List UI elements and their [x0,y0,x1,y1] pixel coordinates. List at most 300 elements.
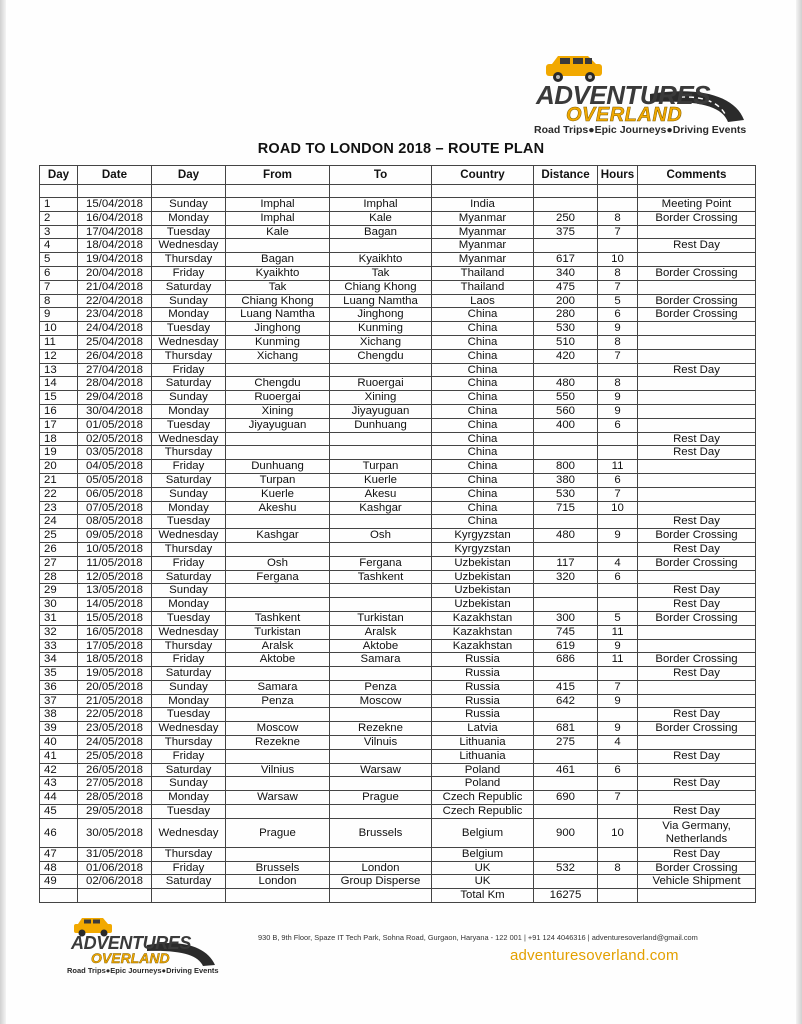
cell-date: 23/04/2018 [78,308,152,322]
footer-website-link[interactable]: adventuresoverland.com [510,947,679,964]
cell-to: Vilnuis [330,736,432,750]
cell-hours: 8 [598,335,638,349]
table-row [40,211,756,225]
cell-day-number: 13 [40,363,78,377]
cell-comments [638,377,756,391]
cell-comments: Border Crossing [638,529,756,543]
cell-from: Kale [226,225,330,239]
cell-day-number: 38 [40,708,78,722]
cell-date: 12/05/2018 [78,570,152,584]
cell-weekday: Monday [152,694,226,708]
cell-date: 27/04/2018 [78,363,152,377]
cell-from: Akeshu [226,501,330,515]
cell-comments: Border Crossing [638,861,756,875]
cell-distance: 510 [534,335,598,349]
cell-weekday: Friday [152,749,226,763]
cell-hours: 9 [598,404,638,418]
column-header-comments: Comments [638,166,756,185]
cell-distance: 900 [534,818,598,847]
column-header-day-number: Day [40,166,78,185]
cell-to: Brussels [330,818,432,847]
cell-country: Kyrgyzstan [432,542,534,556]
cell-date: 24/05/2018 [78,736,152,750]
cell-country: China [432,473,534,487]
cell-distance: 280 [534,308,598,322]
column-header-date: Date [78,166,152,185]
cell-country: Myanmar [432,253,534,267]
cell-date: 10/05/2018 [78,542,152,556]
cell-comments: Border Crossing [638,611,756,625]
cell-country: Lithuania [432,736,534,750]
cell-from [226,708,330,722]
table-row [40,446,756,460]
table-row [40,363,756,377]
cell-comments [638,570,756,584]
cell-hours: 11 [598,460,638,474]
cell-distance: 690 [534,791,598,805]
cell-weekday: Wednesday [152,432,226,446]
cell-date: 14/05/2018 [78,598,152,612]
cell-weekday: Wednesday [152,625,226,639]
cell-day-number: 46 [40,818,78,847]
empty-cell [40,185,78,198]
cell-comments: Rest Day [638,542,756,556]
cell-comments: Border Crossing [638,653,756,667]
table-row [40,542,756,556]
cell-distance: 800 [534,460,598,474]
cell-comments: Rest Day [638,239,756,253]
cell-hours [598,777,638,791]
cell-day-number: 8 [40,294,78,308]
cell-comments [638,418,756,432]
cell-country: Kazakhstan [432,639,534,653]
cell-weekday: Wednesday [152,239,226,253]
cell-weekday: Monday [152,791,226,805]
cell-date: 19/04/2018 [78,253,152,267]
cell-day-number: 35 [40,667,78,681]
cell-day-number: 22 [40,487,78,501]
cell-comments [638,680,756,694]
cell-distance [534,777,598,791]
empty-cell [152,185,226,198]
cell-day-number: 10 [40,322,78,336]
cell-to: Penza [330,680,432,694]
cell-weekday: Wednesday [152,722,226,736]
cell-hours [598,446,638,460]
cell-date: 01/05/2018 [78,418,152,432]
empty-cell [226,185,330,198]
cell-date: 30/05/2018 [78,818,152,847]
cell-comments [638,487,756,501]
cell-from: Turkistan [226,625,330,639]
cell-hours [598,708,638,722]
cell-comments: Rest Day [638,777,756,791]
cell-day-number: 42 [40,763,78,777]
cell-distance [534,598,598,612]
cell-distance: 275 [534,736,598,750]
cell-to: Prague [330,791,432,805]
cell-from: Chengdu [226,377,330,391]
cell-comments: Rest Day [638,805,756,819]
cell-distance: 745 [534,625,598,639]
cell-hours: 6 [598,570,638,584]
column-header-country: Country [432,166,534,185]
table-row [40,404,756,418]
cell-from [226,515,330,529]
cell-to: Aralsk [330,625,432,639]
cell-weekday: Tuesday [152,515,226,529]
table-row [40,875,756,889]
cell-distance: 300 [534,611,598,625]
cell-hours [598,598,638,612]
cell-from [226,584,330,598]
cell-day-number: 33 [40,639,78,653]
cell-weekday: Sunday [152,294,226,308]
cell-from [226,667,330,681]
cell-hours [598,875,638,889]
cell-day-number: 12 [40,349,78,363]
cell-from: Imphal [226,198,330,212]
cell-hours: 5 [598,294,638,308]
cell-weekday: Thursday [152,253,226,267]
cell-day-number: 45 [40,805,78,819]
table-row [40,847,756,861]
cell-weekday: Friday [152,266,226,280]
cell-date: 17/04/2018 [78,225,152,239]
cell-to: Kyaikhto [330,253,432,267]
cell-to: Jinghong [330,308,432,322]
cell-comments [638,225,756,239]
cell-comments: Rest Day [638,847,756,861]
cell-comments [638,791,756,805]
table-row [40,694,756,708]
cell-day-number: 26 [40,542,78,556]
cell-comments: Rest Day [638,749,756,763]
cell-to [330,805,432,819]
cell-date: 21/04/2018 [78,280,152,294]
cell-to: Luang Namtha [330,294,432,308]
cell-distance: 550 [534,391,598,405]
cell-from [226,446,330,460]
cell-country: Russia [432,708,534,722]
cell-to: Samara [330,653,432,667]
cell-date: 05/05/2018 [78,473,152,487]
cell-day-number: 34 [40,653,78,667]
cell-day-number: 17 [40,418,78,432]
cell-date: 16/05/2018 [78,625,152,639]
cell-distance [534,198,598,212]
cell-distance: 250 [534,211,598,225]
cell-weekday: Tuesday [152,322,226,336]
total-label: Total Km [432,889,534,903]
cell-hours: 7 [598,349,638,363]
cell-distance: 400 [534,418,598,432]
table-row [40,308,756,322]
cell-to: Bagan [330,225,432,239]
empty-cell [40,889,78,903]
cell-date: 09/05/2018 [78,529,152,543]
cell-country: Czech Republic [432,791,534,805]
cell-comments: Rest Day [638,432,756,446]
cell-from: Samara [226,680,330,694]
cell-day-number: 47 [40,847,78,861]
cell-to: Moscow [330,694,432,708]
cell-comments: Border Crossing [638,556,756,570]
cell-country: Czech Republic [432,805,534,819]
cell-date: 13/05/2018 [78,584,152,598]
cell-weekday: Monday [152,211,226,225]
cell-comments [638,335,756,349]
cell-distance: 415 [534,680,598,694]
cell-weekday: Monday [152,501,226,515]
empty-cell [330,889,432,903]
cell-to: Kuerle [330,473,432,487]
cell-comments: Rest Day [638,667,756,681]
footer-brand-line2: OVERLAND [91,950,170,966]
cell-weekday: Saturday [152,473,226,487]
cell-country: China [432,391,534,405]
cell-comments: Rest Day [638,708,756,722]
cell-comments [638,322,756,336]
cell-hours: 10 [598,501,638,515]
cell-hours: 9 [598,722,638,736]
table-row [40,432,756,446]
cell-country: Kyrgyzstan [432,529,534,543]
cell-hours: 10 [598,818,638,847]
empty-cell [152,889,226,903]
table-row [40,266,756,280]
empty-cell [638,889,756,903]
cell-comments: Border Crossing [638,266,756,280]
cell-comments: Border Crossing [638,211,756,225]
cell-date: 16/04/2018 [78,211,152,225]
cell-weekday: Saturday [152,667,226,681]
cell-comments [638,460,756,474]
table-row [40,625,756,639]
cell-from: Kuerle [226,487,330,501]
cell-distance: 480 [534,377,598,391]
table-spacer-row [40,185,756,198]
table-row [40,722,756,736]
cell-hours [598,749,638,763]
cell-distance: 117 [534,556,598,570]
cell-weekday: Thursday [152,349,226,363]
cell-to: London [330,861,432,875]
brand-name-line2: OVERLAND [566,104,683,126]
cell-weekday: Sunday [152,391,226,405]
cell-hours [598,198,638,212]
cell-country: China [432,377,534,391]
cell-from [226,777,330,791]
cell-from: Tak [226,280,330,294]
cell-country: Kazakhstan [432,625,534,639]
cell-date: 25/04/2018 [78,335,152,349]
cell-country: China [432,432,534,446]
table-row [40,487,756,501]
table-body [40,185,756,903]
cell-day-number: 21 [40,473,78,487]
table-row [40,611,756,625]
table-row [40,501,756,515]
cell-distance [534,239,598,253]
cell-hours: 7 [598,791,638,805]
cell-day-number: 37 [40,694,78,708]
table-row [40,598,756,612]
cell-day-number: 25 [40,529,78,543]
cell-from: Ruoergai [226,391,330,405]
cell-date: 17/05/2018 [78,639,152,653]
cell-weekday: Saturday [152,875,226,889]
cell-to: Chengdu [330,349,432,363]
cell-distance: 320 [534,570,598,584]
cell-day-number: 44 [40,791,78,805]
cell-country: Russia [432,694,534,708]
cell-date: 19/05/2018 [78,667,152,681]
column-header-hours: Hours [598,166,638,185]
footer-brand-line1: ADVENTURES [71,933,192,953]
empty-cell [330,185,432,198]
cell-hours: 7 [598,680,638,694]
cell-day-number: 18 [40,432,78,446]
cell-to: Aktobe [330,639,432,653]
table-total-row [40,889,756,903]
cell-day-number: 2 [40,211,78,225]
cell-to: Osh [330,529,432,543]
cell-weekday: Sunday [152,487,226,501]
cell-to: Ruoergai [330,377,432,391]
cell-distance: 532 [534,861,598,875]
cell-comments: Vehicle Shipment [638,875,756,889]
cell-country: China [432,460,534,474]
cell-hours: 7 [598,280,638,294]
cell-day-number: 28 [40,570,78,584]
cell-distance: 681 [534,722,598,736]
cell-day-number: 1 [40,198,78,212]
cell-to [330,598,432,612]
cell-date: 04/05/2018 [78,460,152,474]
cell-distance [534,432,598,446]
empty-cell [638,185,756,198]
cell-from: Aktobe [226,653,330,667]
cell-date: 26/05/2018 [78,763,152,777]
cell-from: Jiyayuguan [226,418,330,432]
cell-hours [598,805,638,819]
cell-date: 18/05/2018 [78,653,152,667]
cell-comments [638,694,756,708]
cell-day-number: 16 [40,404,78,418]
cell-distance: 420 [534,349,598,363]
cell-weekday: Wednesday [152,818,226,847]
table-row [40,294,756,308]
cell-date: 08/05/2018 [78,515,152,529]
cell-date: 21/05/2018 [78,694,152,708]
cell-hours [598,432,638,446]
table-row [40,749,756,763]
cell-from [226,598,330,612]
cell-hours: 6 [598,473,638,487]
cell-to: Jiyayuguan [330,404,432,418]
empty-cell [598,185,638,198]
cell-country: Uzbekistan [432,570,534,584]
cell-date: 01/06/2018 [78,861,152,875]
cell-distance: 617 [534,253,598,267]
cell-from: Brussels [226,861,330,875]
cell-weekday: Friday [152,460,226,474]
footer-address: 930 B, 9th Floor, Spaze IT Tech Park, Sohna Road, Gurgaon, Haryana - 122 001 | +91 124 4046316 | adventuresoverland@gmail.com [258,933,698,942]
cell-day-number: 20 [40,460,78,474]
cell-date: 28/05/2018 [78,791,152,805]
cell-from [226,432,330,446]
cell-day-number: 48 [40,861,78,875]
cell-country: Russia [432,653,534,667]
cell-distance: 619 [534,639,598,653]
cell-country: Uzbekistan [432,556,534,570]
table-row [40,322,756,336]
cell-day-number: 31 [40,611,78,625]
cell-country: China [432,308,534,322]
cell-day-number: 24 [40,515,78,529]
table-row [40,377,756,391]
cell-country: UK [432,861,534,875]
cell-country: Latvia [432,722,534,736]
cell-country: China [432,335,534,349]
cell-from: Xining [226,404,330,418]
cell-date: 18/04/2018 [78,239,152,253]
table-row [40,570,756,584]
cell-from: Chiang Khong [226,294,330,308]
cell-to [330,239,432,253]
cell-to: Imphal [330,198,432,212]
cell-comments [638,639,756,653]
cell-comments: Rest Day [638,584,756,598]
cell-to [330,708,432,722]
cell-country: China [432,487,534,501]
cell-day-number: 27 [40,556,78,570]
cell-to [330,777,432,791]
cell-day-number: 49 [40,875,78,889]
cell-distance [534,446,598,460]
cell-weekday: Saturday [152,763,226,777]
table-row [40,198,756,212]
cell-hours [598,515,638,529]
cell-to [330,432,432,446]
cell-weekday: Tuesday [152,611,226,625]
cell-weekday: Friday [152,556,226,570]
cell-from [226,239,330,253]
cell-country: India [432,198,534,212]
cell-weekday: Thursday [152,736,226,750]
cell-day-number: 40 [40,736,78,750]
table-header-row [40,166,756,185]
cell-distance: 480 [534,529,598,543]
cell-distance [534,875,598,889]
cell-hours: 8 [598,211,638,225]
table-row [40,791,756,805]
cell-from: Aralsk [226,639,330,653]
cell-hours: 8 [598,266,638,280]
cell-weekday: Saturday [152,570,226,584]
document-title: ROAD TO LONDON 2018 – ROUTE PLAN [257,141,545,157]
cell-distance: 715 [534,501,598,515]
cell-distance: 200 [534,294,598,308]
cell-weekday: Saturday [152,377,226,391]
cell-distance: 642 [534,694,598,708]
cell-to: Dunhuang [330,418,432,432]
cell-to [330,446,432,460]
cell-day-number: 7 [40,280,78,294]
cell-to [330,584,432,598]
cell-distance: 686 [534,653,598,667]
